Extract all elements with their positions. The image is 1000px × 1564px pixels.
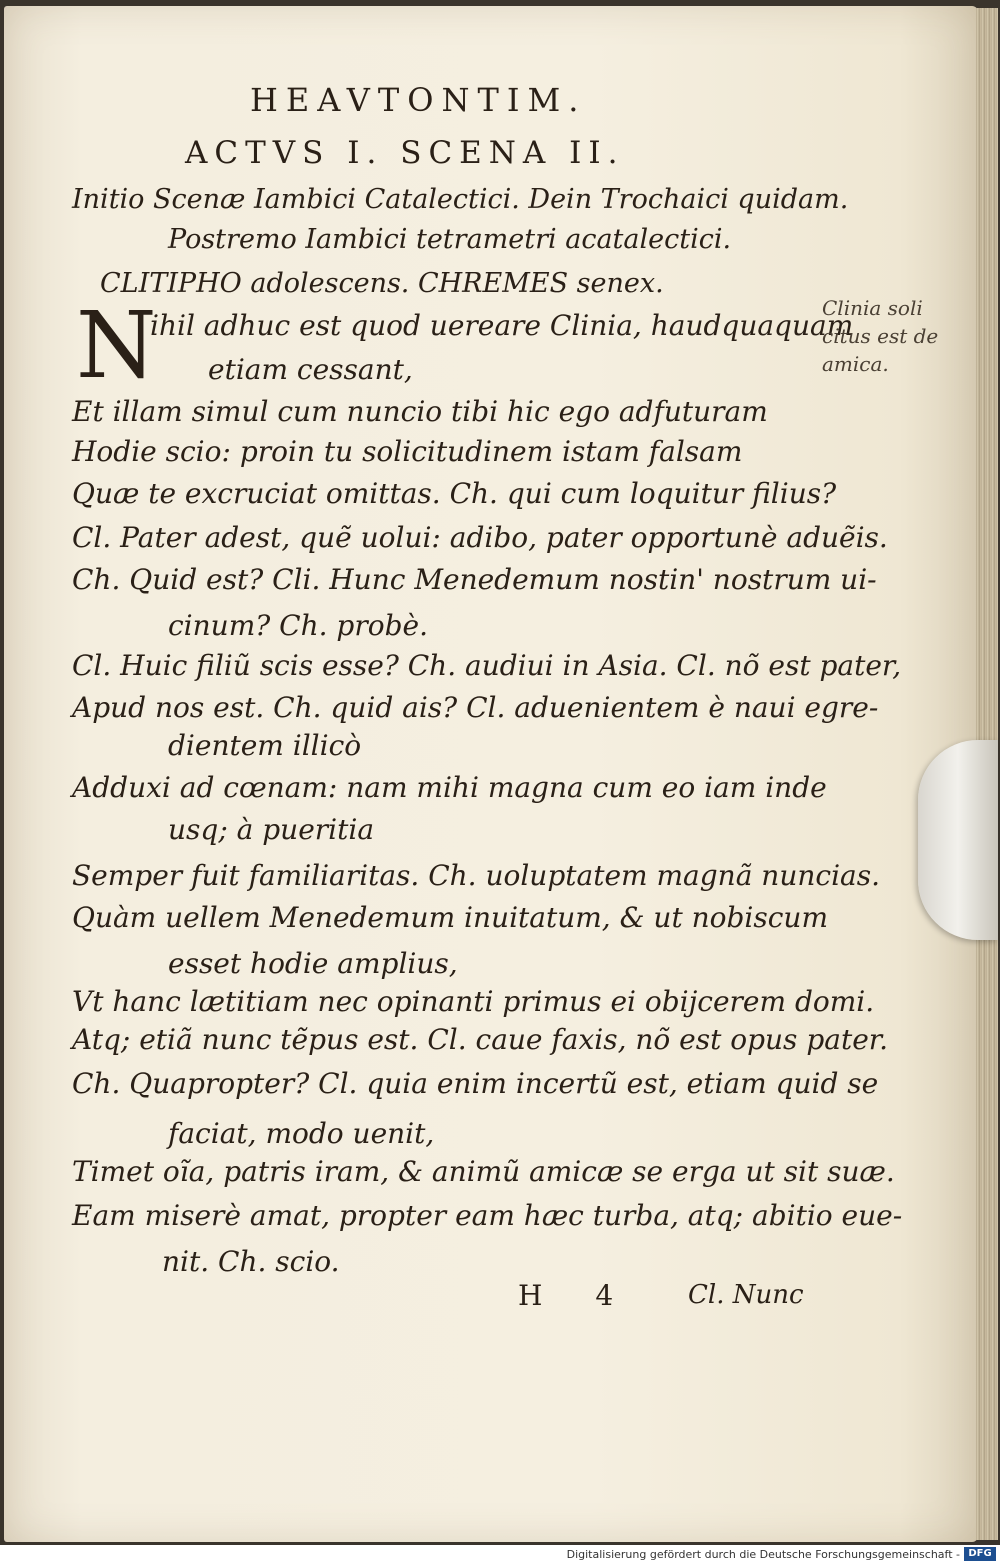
meter-note-line-2: Postremo Iambici tetrametri acatalectici. bbox=[168, 224, 732, 255]
running-head: HEAVTONTIM. bbox=[250, 81, 587, 119]
margin-note-line: amica. bbox=[822, 352, 889, 376]
verse-line: usq; à pueritia bbox=[168, 813, 375, 846]
speaker-list: CLITIPHO adolescens. CHREMES senex. bbox=[100, 268, 664, 299]
footer-bar bbox=[0, 1545, 1000, 1564]
verse-line: Atq; etiã nunc tẽpus est. Cl. caue faxis, nõ est opus pater. bbox=[72, 1023, 888, 1056]
verse-line: Vt hanc lætitiam nec opinanti primus ei obijcerem domi. bbox=[72, 985, 875, 1018]
signature-mark: H 4 bbox=[518, 1279, 636, 1312]
verse-line: esset hodie amplius, bbox=[168, 947, 458, 980]
verse-line: Quæ te excruciat omittas. Ch. qui cum loquitur filius? bbox=[72, 477, 837, 510]
drop-cap: N bbox=[76, 292, 157, 399]
verse-line: Timet oĩa, patris iram, & animũ amicæ se erga ut sit suæ. bbox=[72, 1155, 895, 1188]
verse-line: Ch. Quapropter? Cl. quia enim incertũ est, etiam quid se bbox=[72, 1067, 879, 1100]
margin-note-line: citus est de bbox=[822, 324, 939, 348]
verse-line: cinum? Ch. probè. bbox=[168, 609, 428, 642]
catchword: Cl. Nunc bbox=[688, 1280, 804, 1310]
verse-line: Cl. Pater adest, quẽ uolui: adibo, pater opportunè aduẽis. bbox=[72, 521, 888, 554]
verse-line: ihil adhuc est quod uereare Clinia, haudquaquam bbox=[150, 309, 854, 342]
verse-line: Semper fuit familiaritas. Ch. uoluptatem magnã nuncias. bbox=[72, 859, 880, 892]
verse-line: Et illam simul cum nuncio tibi hic ego adfuturam bbox=[72, 395, 768, 428]
verse-line: Hodie scio: proin tu solicitudinem istam falsam bbox=[72, 435, 743, 468]
margin-note-line: Clinia soli bbox=[822, 296, 923, 320]
verse-line: Quàm uellem Menedemum inuitatum, & ut nobiscum bbox=[72, 901, 829, 934]
verse-line: nit. Ch. scio. bbox=[162, 1245, 340, 1278]
dfg-logo: DFG bbox=[964, 1547, 996, 1561]
act-scene-heading: ACTVS I. SCENA II. bbox=[185, 135, 625, 171]
verse-line: etiam cessant, bbox=[208, 353, 413, 386]
verse-line: faciat, modo uenit, bbox=[168, 1117, 435, 1150]
verse-line: Adduxi ad cœnam: nam mihi magna cum eo iam inde bbox=[72, 771, 827, 804]
page-clip bbox=[918, 740, 998, 940]
footer-credit: Digitalisierung gefördert durch die Deutsche Forschungsgemeinschaft - bbox=[566, 1548, 960, 1561]
verse-line: dientem illicò bbox=[168, 729, 362, 762]
verse-line: Cl. Huic filiũ scis esse? Ch. audiui in Asia. Cl. nõ est pater, bbox=[72, 649, 902, 682]
verse-line: Apud nos est. Ch. quid ais? Cl. aduenientem è naui egre- bbox=[72, 691, 879, 724]
verse-line: Ch. Quid est? Cli. Hunc Menedemum nostin' nostrum ui- bbox=[72, 563, 877, 596]
meter-note-line-1: Initio Scenæ Iambici Catalectici. Dein Trochaici quidam. bbox=[72, 184, 849, 215]
verse-line: Eam miserè amat, propter eam hæc turba, atq; abitio eue- bbox=[72, 1199, 903, 1232]
